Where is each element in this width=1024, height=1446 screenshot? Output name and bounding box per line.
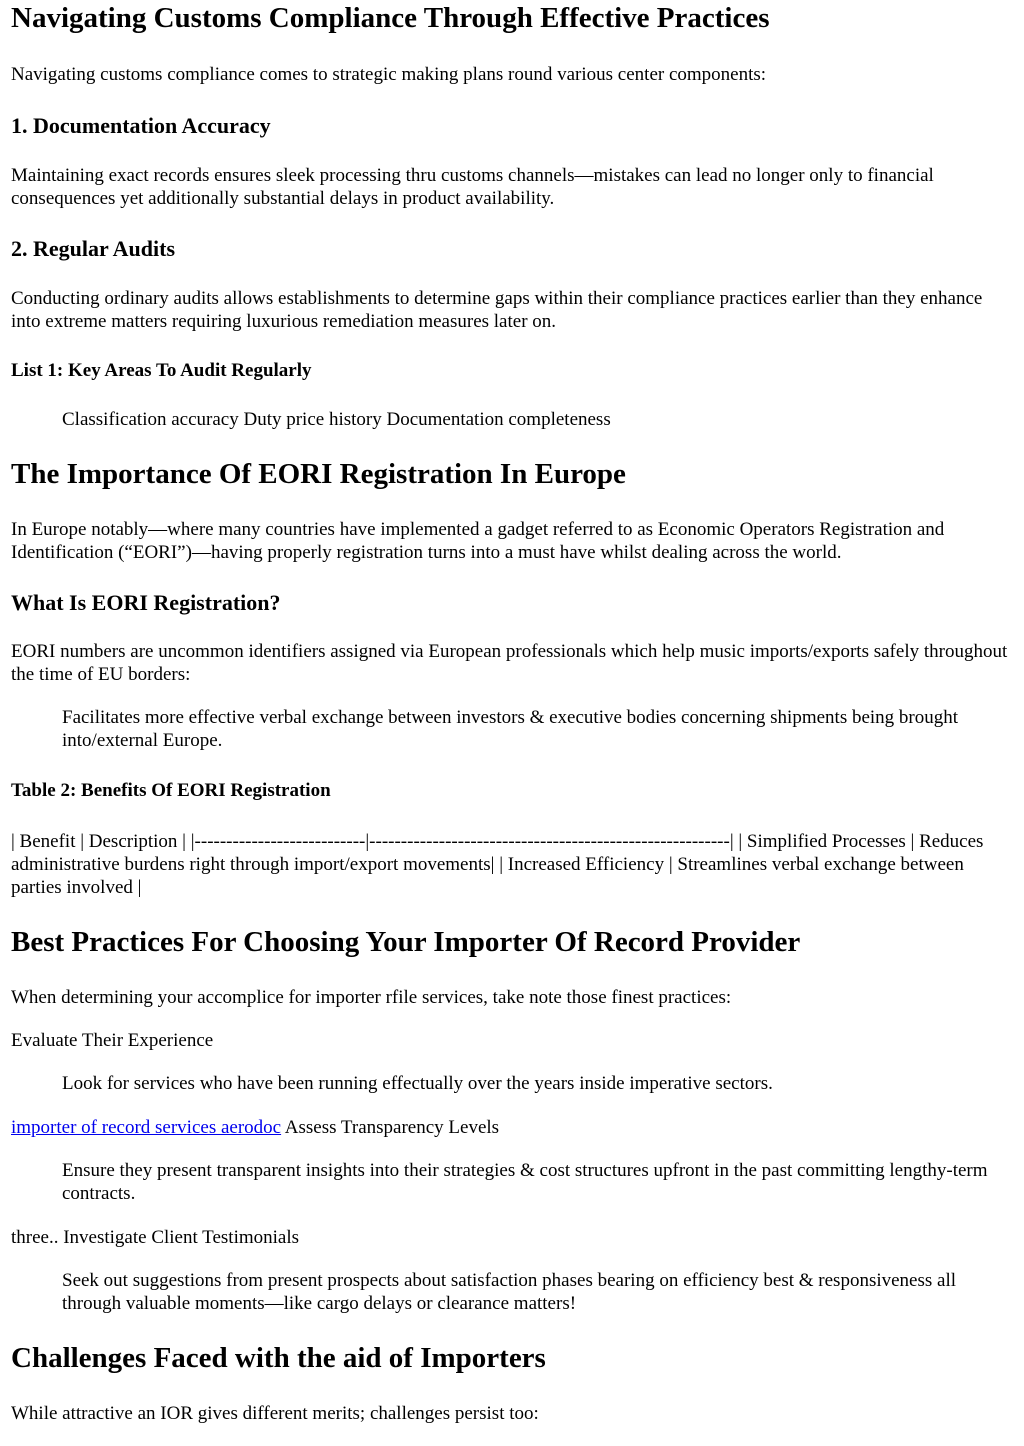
eori-intro-paragraph: In Europe notably—where many countries have implemented a gadget referred to as Economic Operators Registration and Identification (“EORI”)—having properly registration turns into a must have whilst dealing across the world. — [11, 519, 945, 563]
intro-paragraph: Navigating customs compliance comes to strategic making plans round various center components: — [11, 64, 767, 85]
table2-heading: Table 2: Benefits Of EORI Registration — [11, 780, 331, 801]
evaluate-quote: Look for services who have been running effectually over the years inside imperative sectors. — [62, 1073, 773, 1094]
best-practices-title: Best Practices For Choosing Your Importer Of Record Provider — [11, 926, 801, 958]
link-line — [11, 1116, 1016, 1139]
list1-quote: Classification accuracy Duty price history Documentation completeness — [62, 409, 611, 430]
eori-quote: Facilitates more effective verbal exchange between investors & executive bodies concerning shipments being brought into/external Europe. — [62, 707, 959, 751]
documentation-heading: 1. Documentation Accuracy — [11, 113, 271, 138]
challenges-title: Challenges Faced with the aid of Importers — [11, 1342, 546, 1374]
evaluate-label: Evaluate Their Experience — [11, 1030, 214, 1051]
documentation-paragraph: Maintaining exact records ensures sleek processing thru customs channels—mistakes can lead no longer only to financial consequences yet additionally substantial delays in product availability. — [11, 165, 934, 209]
transparency-label: Assess Transparency Levels — [281, 1117, 500, 1138]
testimonials-label: three.. Investigate Client Testimonials — [11, 1227, 300, 1248]
testimonials-quote: Seek out suggestions from present prospects about satisfaction phases bearing on efficiency best & responsiveness all through valuable moments—like cargo delays or clearance matters! — [62, 1270, 957, 1314]
audits-paragraph: Conducting ordinary audits allows establishments to determine gaps within their compliance practices earlier than they enhance into extreme matters requiring luxurious remediation measures later on. — [11, 288, 983, 332]
audits-heading: 2. Regular Audits — [11, 236, 176, 261]
list1-heading: List 1: Key Areas To Audit Regularly — [11, 360, 312, 381]
eori-section-title: The Importance Of EORI Registration In Europe — [11, 458, 626, 490]
transparency-quote: Ensure they present transparent insights into their strategies & cost structures upfront in the past committing lengthy-term contracts. — [62, 1160, 988, 1204]
challenges-paragraph: While attractive an IOR gives different merits; challenges persist too: — [11, 1403, 539, 1424]
best-practices-intro: When determining your accomplice for importer rfile services, take note those finest practices: — [11, 987, 732, 1008]
what-is-eori-heading: What Is EORI Registration? — [11, 590, 281, 615]
what-is-eori-paragraph: EORI numbers are uncommon identifiers assigned via European professionals which help music imports/exports safely throughout the time of EU borders: — [11, 641, 1008, 685]
importer-of-record-link[interactable]: importer of record services aerodoc — [11, 1117, 282, 1138]
table2-text: | Benefit | Description | |---------------------------|---------------------------------------------------------| | Simplified Processes | Reduces administrative burdens right through import/export movements| | Increased Efficiency | Streamlines verbal exchange between parties involved | — [11, 831, 984, 898]
page-title: Navigating Customs Compliance Through Effective Practices — [11, 2, 770, 34]
